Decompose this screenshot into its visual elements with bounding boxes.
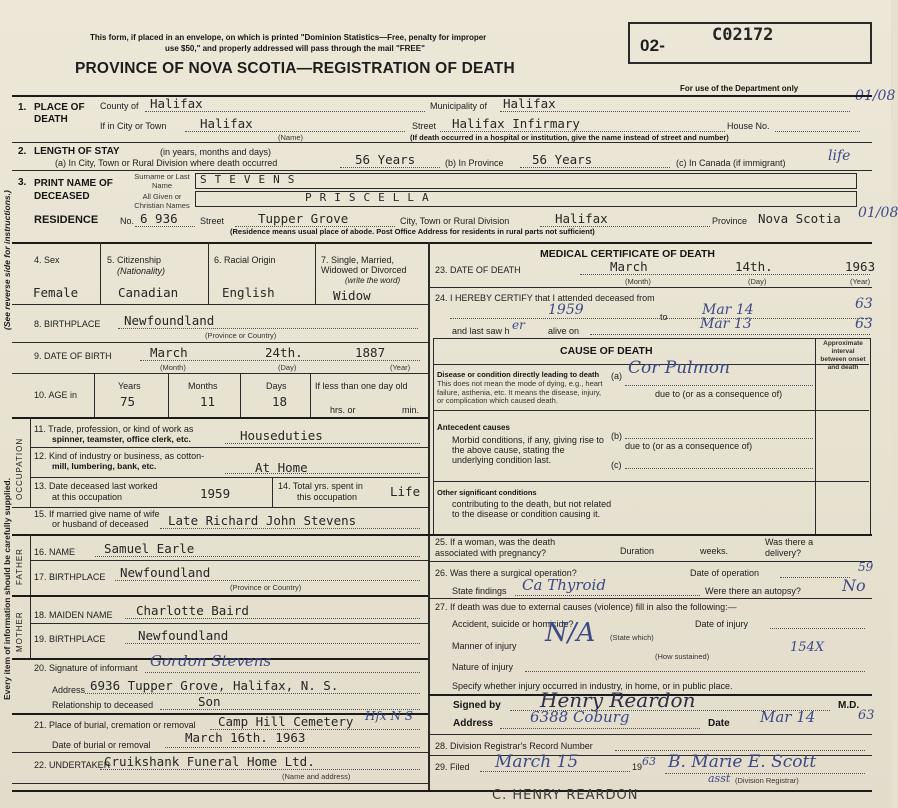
specify-label: Specify whether injury occurred in industry, in home, or in public place. <box>452 681 733 691</box>
residence-caption: (Residence means usual place of abode. Post Office Address for residents in rural parts not sufficient) <box>230 227 595 236</box>
burial-place-note: Hfx N S <box>365 709 414 723</box>
q12-sub: mill, lumbering, bank, etc. <box>52 461 157 471</box>
house-no-label: House No. <box>727 121 770 131</box>
direct-cause-label: Disease or condition directly leading to death <box>437 370 600 379</box>
alive-on-date: Mar 13 <box>700 316 752 332</box>
q11-value: Houseduties <box>240 428 323 443</box>
accident-label: Accident, suicide or homicide? <box>452 619 574 629</box>
medical-heading: MEDICAL CERTIFICATE OF DEATH <box>540 248 715 260</box>
mother-name: Charlotte Baird <box>136 603 249 618</box>
q14-sub: this occupation <box>297 492 358 502</box>
death-year: 1963 <box>845 259 876 274</box>
manner-label: Manner of injury <box>452 641 517 651</box>
birthplace-value: Newfoundland <box>124 313 215 328</box>
autopsy-label: Were there an autopsy? <box>705 586 801 596</box>
signed-address-label: Address <box>453 718 494 729</box>
dept-use-label: For use of the Department only <box>680 84 799 93</box>
given-names-value: PRISCELLA <box>305 191 437 204</box>
duration-label: Duration <box>620 546 655 556</box>
stay-label: LENGTH OF STAY <box>34 146 120 157</box>
registrar-asst: asst <box>708 772 731 785</box>
form-title: PROVINCE OF NOVA SCOTIA—REGISTRATION OF DEATH <box>75 60 515 77</box>
residence-city: Halifax <box>555 211 608 226</box>
father-birthplace-caption: (Province or Country) <box>230 583 302 592</box>
county-label: County of <box>100 101 139 111</box>
signed-by-label: Signed by <box>453 700 501 711</box>
min-label: min. <box>402 405 420 415</box>
alive-on-year: 63 <box>855 316 873 332</box>
autopsy-value: No <box>842 576 866 595</box>
other-conditions-label: Other significant conditions <box>437 488 537 497</box>
q2-number: 2. <box>18 146 27 157</box>
hrs-label: hrs. or <box>330 405 356 415</box>
surname-label: Surname or Last Name <box>134 172 190 190</box>
residence-label: RESIDENCE <box>34 214 99 226</box>
q28-label: 28. Division Registrar's Record Number <box>435 741 593 751</box>
death-year-caption: (Year) <box>850 277 871 286</box>
undertaker-caption: (Name and address) <box>282 772 351 781</box>
registrar-caption: (Division Registrar) <box>735 776 799 785</box>
delivery-label: Was there a delivery? <box>765 537 814 558</box>
relationship-label: Relationship to deceased <box>52 700 154 710</box>
q29-label: 29. Filed <box>435 762 470 772</box>
father-name: Samuel Earle <box>104 541 195 556</box>
signed-address-value: 6388 Coburg <box>530 708 630 726</box>
relationship-value: Son <box>198 694 221 709</box>
burial-date-label: Date of burial or removal <box>52 740 151 750</box>
last-saw-pronoun: er <box>512 318 525 332</box>
surname-value: STEVENS <box>200 173 303 186</box>
attended-from: 1959 <box>548 302 584 318</box>
days-value: 18 <box>272 394 288 409</box>
alive-on-label: alive on <box>548 326 580 336</box>
stay-a-value: 56 Years <box>355 152 416 167</box>
less-than-day-label: If less than one day old <box>315 381 408 391</box>
stay-b-value: 56 Years <box>532 152 593 167</box>
q15-value: Late Richard John Stevens <box>168 513 357 528</box>
municipality-label: Municipality of <box>430 101 488 111</box>
q15-label: 15. If married give name of wife <box>34 509 160 519</box>
to-label: to <box>660 312 668 322</box>
q12-label: 12. Kind of industry or business, as cotton- <box>34 451 205 461</box>
burial-place: Camp Hill Cemetery <box>218 714 354 729</box>
form-number: C02172 <box>712 25 774 45</box>
father-name-label: 16. NAME <box>34 547 76 557</box>
attended-to: Mar 14 <box>702 302 754 318</box>
residence-province: Nova Scotia <box>758 211 841 226</box>
last-saw-label: and last saw h <box>452 326 510 336</box>
birthplace-label: 8. BIRTHPLACE <box>34 319 101 329</box>
date-of-injury-label: Date of injury <box>695 619 749 629</box>
informant-sig-label: 20. Signature of informant <box>34 663 138 673</box>
informant-signature: Gordon Stevens <box>150 652 272 670</box>
hospital-caption: (If death occurred in a hospital or institution, give the name instead of street and number) <box>410 133 729 142</box>
q14-label: 14. Total yrs. spent in <box>278 481 363 491</box>
dob-month: March <box>150 345 188 360</box>
state-which-caption: (State which) <box>610 633 654 642</box>
racial-origin-label: 6. Racial Origin <box>214 255 276 265</box>
q14-value: Life <box>390 484 421 499</box>
sex-value: Female <box>33 285 79 300</box>
years-value: 75 <box>120 394 136 409</box>
print-name-label: PRINT NAME OF DECEASED <box>34 178 113 202</box>
q13-value: 1959 <box>200 486 231 501</box>
stay-label-suffix: (in years, months and days) <box>160 147 272 157</box>
street-label: Street <box>412 121 437 131</box>
mail-notice-line1: This form, if placed in an envelope, on which is printed "Dominion Statistics—Free, penalty for improper <box>90 33 487 42</box>
residence-province-label: Province <box>712 216 748 226</box>
nature-label: Nature of injury <box>452 662 514 672</box>
date-of-operation-year: 59 <box>858 560 874 574</box>
days-label: Days <box>266 381 287 391</box>
undertaker-label: 22. UNDERTAKER <box>34 760 111 770</box>
q1-number: 1. <box>18 102 27 113</box>
undertaker-value: Cruikshank Funeral Home Ltd. <box>104 754 315 769</box>
dept-code-2: 01/08 <box>858 205 898 221</box>
q23-label: 23. DATE OF DEATH <box>435 265 521 275</box>
death-month: March <box>610 259 648 274</box>
death-month-caption: (Month) <box>625 277 651 286</box>
stay-b-label: (b) In Province <box>445 158 504 168</box>
mother-side-label: MOTHER <box>15 611 24 652</box>
q12-value: At Home <box>255 460 308 475</box>
dob-label: 9. DATE OF BIRTH <box>34 351 112 361</box>
q13-label: 13. Date deceased last worked <box>34 481 158 491</box>
street-value: Halifax Infirmary <box>452 116 580 131</box>
md-label: M.D. <box>838 700 860 711</box>
mail-notice-line2: use $50," and properly addressed will pass through the mail "FREE" <box>165 44 425 53</box>
manner-value: N/A <box>545 618 596 648</box>
city-label: If in City or Town <box>100 121 167 131</box>
side-note-left: Every item of information should be carefully supplied. <box>2 478 12 700</box>
antecedent-note: Morbid conditions, if any, giving rise to the above cause, stating the underlying condition last. <box>452 435 604 465</box>
q11-sub: spinner, teamster, office clerk, etc. <box>52 434 191 444</box>
interval-label: Approximate interval between onset and death <box>820 340 866 371</box>
q24-label: 24. I HEREBY CERTIFY that I attended deceased from <box>435 293 655 303</box>
dob-year-caption: (Year) <box>390 363 411 372</box>
due-to-c-label: due to (or as a consequence of) <box>625 441 753 451</box>
informant-address: 6936 Tupper Grove, Halifax, N. S. <box>90 678 339 693</box>
registrar-signature: B. Marie E. Scott <box>668 752 817 772</box>
cause-heading: CAUSE OF DEATH <box>560 345 653 357</box>
mother-name-label: 18. MAIDEN NAME <box>34 610 113 620</box>
dob-month-caption: (Month) <box>160 363 186 372</box>
q26-label: 26. Was there a surgical operation? <box>435 568 577 578</box>
sex-label: 4. Sex <box>34 255 60 265</box>
marital-value: Widow <box>333 288 371 303</box>
how-sustained-caption: (How sustained) <box>655 652 710 661</box>
state-findings-label: State findings <box>452 586 507 596</box>
q3-number: 3. <box>18 177 27 188</box>
father-birthplace-label: 17. BIRTHPLACE <box>34 572 106 582</box>
cause-a-value: Cor Pulmon <box>628 358 730 378</box>
years-label: Years <box>118 381 141 391</box>
antecedent-label: Antecedent causes <box>437 423 510 432</box>
racial-origin-value: English <box>222 285 275 300</box>
dob-year: 1887 <box>355 345 386 360</box>
marital-sub: (write the word) <box>345 276 401 285</box>
attended-to-year: 63 <box>855 296 873 312</box>
due-to-b-label: due to (or as a consequence of) <box>655 389 783 399</box>
q11-label: 11. Trade, profession, or kind of work as <box>34 424 194 434</box>
bottom-handwritten-name: C. HENRY REARDON <box>492 788 639 803</box>
place-of-death-label: PLACE OF DEATH <box>34 102 85 125</box>
citizenship-value: Canadian <box>118 285 179 300</box>
direct-cause-note: This does not mean the mode of dying, e.g., heart failure, asthenia, etc. It means the disease, injury, or complication which caused death. <box>437 379 603 405</box>
q15-sub: or husband of deceased <box>52 519 149 529</box>
dob-day: 24th. <box>265 345 303 360</box>
filed-date: March 15 <box>495 752 579 772</box>
citizenship-label: 5. Citizenship <box>107 255 162 265</box>
municipality-value: Halifax <box>503 96 556 111</box>
form-prefix: 02- <box>640 36 666 55</box>
marital-label: 7. Single, Married, Widowed or Divorced <box>321 255 407 275</box>
other-conditions-note: contributing to the death, but not related to the disease or condition causing it. <box>452 499 612 519</box>
citizenship-sub: (Nationality) <box>117 266 166 276</box>
age-label: 10. AGE in <box>34 390 78 400</box>
county-value: Halifax <box>150 96 203 111</box>
father-side-label: FATHER <box>15 548 24 585</box>
dept-code-1: 01/08 <box>855 88 896 104</box>
mother-birthplace-label: 19. BIRTHPLACE <box>34 634 106 644</box>
city-value: Halifax <box>200 116 253 131</box>
signed-date-value: Mar 14 <box>760 708 816 726</box>
q13-sub: at this occupation <box>52 492 123 502</box>
state-findings-value: Ca Thyroid <box>522 576 606 594</box>
residence-no: 6 936 <box>140 211 178 226</box>
q27-label: 27. If death was due to external causes (violence) fill in also the following:— <box>435 602 737 612</box>
months-label: Months <box>188 381 218 391</box>
dob-day-caption: (Day) <box>278 363 297 372</box>
months-value: 11 <box>200 394 216 409</box>
death-registration-form: Every item of information should be carefully supplied. (See reverse side for instructions.) This form, if placed in an envelope, on which is printed "Dominion Statistics—Free, penalty for improper use $50," and properly addressed will pass through the mail "FREE" 02- C02172 PROVINCE OF NOVA SCOTIA—REGISTRATION OF DEATH For use of the Department only 01/08 1. PLACE OF DEATH County of Halifax Municipality of Halifax If in City or Town Halifax (Name) Street Halifax Infirmary House No. (If death occurred in a hospital or institution, give the name instead of street and number) 2. LENGTH OF STAY (in years, months and days) (a) In City, Town or Rural Division where death occurred 56 Years (b) In Province 56 Years (c) In Canada (if immigrant) life 3. PRINT NAME OF DECEASED Surname or Last Name STEVENS All Given or Christian Names PRISCELLA RESIDENCE No. 6 936 Street Tupper Grove City, Town or Rural Division Halifax Province Nova Scotia (Residence means usual place of abode. Post Office Address for residents in rural parts not sufficient) 01/08 4. Sex Female 5. Citizenship (Nationality) Canadian 6. Racial Origin English 7. Single, Married, Widowed or Divorced (write the word) Widow 8. BIRTHPLACE Newfoundland (Province or Country) 9. DATE OF BIRTH March 24th. 1887 (Month) (Day) (Year) 10. AGE in Years 75 Months 11 Days 18 If less than one day old hrs. or min. OCCUPATION 11. Trade, profession, or kind of work as spinner, teamster, office clerk, etc. Houseduties 12. Kind of industry or business, as cotton- mill, lumbering, bank, etc. At Home 13. Date deceased last worked at this occupation 1959 14. Total yrs. spent in this occupation Life 15. If married give name of wife or husband of deceased Late Richard John Stevens FATHER 16. NAME Samuel Earle 17. BIRTHPLACE Newfoundland (Province or Country) MOTHER 18. MAIDEN NAME Charlotte Baird 19. BIRTHPLACE Newfoundland 20. Signature of informant Gordon Stevens Address 6936 Tupper Grove, Halifax, N. S. Relationship to deceased Son 21. Place of burial, cremation or removal Camp Hill Cemetery Hfx N S Date of burial or removal March 16th. 1963 22. UNDERTAKER Cruikshank Funeral Home Ltd. (Name and address) MEDICAL CERTIFICATE OF DEATH 23. DATE OF DEATH March 14th. 1963 (Month) (Day) (Year) 24. I HEREBY CERTIFY that I attended deceased from 1959 to Mar 14 63 and last saw h er alive on Mar 13 63 CAUSE OF DEATH Approximate interval between onset and death Disease or condition directly leading to death This does not mean the mode of dying, e.g., heart failure, asthenia, etc. It means the disease, injury, or complication which caused death. (a) Cor Pulmon due to (or as a consequence of) Antecedent causes Morbid conditions, if any, giving rise to the above cause, stating the underlying condition last. (b) due to (or as a consequence of) (c) Other significant conditions contributing to the death, but not related to the disease or condition causing it. 25. If a woman, was the death associated with pregnancy? Duration weeks. Was there a delivery? 26. Was there a surgical operation? Date of operation 59 State findings Ca Thyroid Were there an autopsy? No 27. If death was due to external causes (violence) fill in also the following:— Accident, suicide or homicide? Date of injury N/A (State which) Manner of injury 154X (How sustained) Nature of injury Specify whether injury occurred in industry, in home, or in public place. Signed by Henry Reardon M.D. Address 6388 Coburg Date Mar 14 63 28. Division Registrar's Record Number 29. Filed March 15 19 63 B. Marie E. Scott asst (Division Registrar) C. HENRY REARDON <box>0 0 891 808</box>
death-day-caption: (Day) <box>748 277 767 286</box>
birthplace-caption: (Province or Country) <box>205 331 277 340</box>
side-note-right: (See reverse side for instructions.) <box>2 190 12 330</box>
q25-label: 25. If a woman, was the death associated with pregnancy? <box>435 537 556 558</box>
signed-date-year: 63 <box>858 708 875 723</box>
weeks-label: weeks. <box>700 546 729 556</box>
occupation-side-label: OCCUPATION <box>15 437 24 500</box>
hw-154x: 154X <box>790 640 825 655</box>
burial-place-label: 21. Place of burial, cremation or removal <box>34 720 196 730</box>
mother-birthplace: Newfoundland <box>138 628 229 643</box>
name-caption: (Name) <box>278 133 304 142</box>
residence-city-label: City, Town or Rural Division <box>400 216 510 226</box>
residence-no-label: No. <box>120 216 135 226</box>
date-of-operation-label: Date of operation <box>690 568 760 578</box>
stay-c-label: (c) In Canada (if immigrant) <box>676 158 786 168</box>
signed-by-signature: Henry Reardon <box>540 688 696 712</box>
residence-street-label: Street <box>200 216 225 226</box>
informant-address-label: Address <box>52 685 86 695</box>
residence-street: Tupper Grove <box>258 211 349 226</box>
death-day: 14th. <box>735 259 773 274</box>
filed-year: 63 <box>642 755 656 768</box>
stay-c-value: life <box>828 148 851 164</box>
stay-a-label: (a) In City, Town or Rural Division where death occurred <box>55 158 278 168</box>
burial-date: March 16th. 1963 <box>185 730 306 745</box>
given-names-label: All Given or Christian Names <box>134 192 190 210</box>
father-birthplace: Newfoundland <box>120 565 211 580</box>
divider <box>12 95 872 97</box>
signed-date-label: Date <box>708 718 730 729</box>
